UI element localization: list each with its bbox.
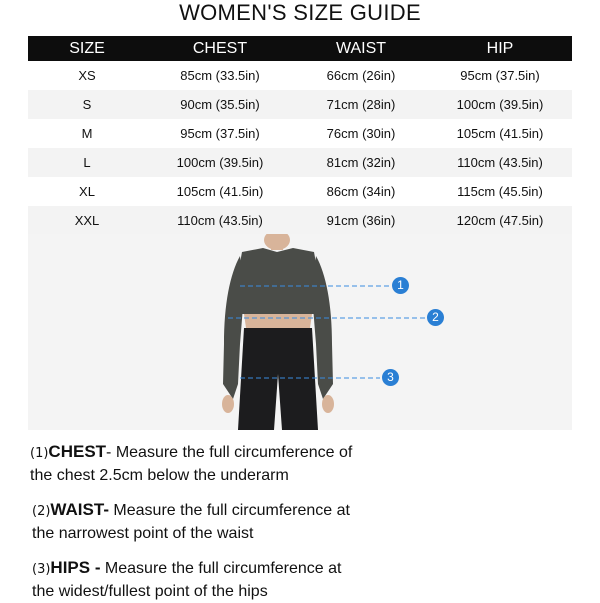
model-neck bbox=[271, 244, 283, 250]
leggings bbox=[238, 328, 318, 430]
chest-instruction-line1 bbox=[30, 441, 590, 465]
cell-waist: 66cm (26in) bbox=[326, 68, 396, 83]
header-hip: HIP bbox=[486, 40, 514, 57]
cell-waist: 71cm (28in) bbox=[326, 97, 396, 112]
cell-size: XXL bbox=[74, 213, 100, 228]
chest-keyword: CHEST bbox=[48, 442, 107, 461]
hips-instruction-line1 bbox=[32, 557, 592, 581]
left-hand bbox=[222, 395, 234, 413]
table-row bbox=[28, 148, 572, 177]
hips-number: (3) bbox=[32, 562, 51, 577]
waist-number: (2) bbox=[32, 504, 51, 519]
hips-text-1: Measure the full circumference at bbox=[100, 560, 342, 577]
cell-hip: 100cm (39.5in) bbox=[456, 97, 544, 112]
chest-number: (1) bbox=[30, 446, 49, 461]
midriff bbox=[244, 314, 312, 328]
waist-text-1: Measure the full circumference at bbox=[108, 502, 350, 519]
chest-instruction bbox=[30, 441, 590, 487]
crop-top bbox=[238, 248, 318, 314]
table-header bbox=[28, 36, 572, 61]
hips-instruction bbox=[32, 557, 592, 603]
cell-chest: 105cm (41.5in) bbox=[176, 184, 264, 199]
right-hand bbox=[322, 395, 334, 413]
cell-size: M bbox=[81, 126, 93, 141]
marker-3: 3 bbox=[382, 369, 399, 386]
cell-chest: 90cm (35.5in) bbox=[180, 97, 260, 112]
size-table bbox=[28, 36, 572, 235]
cell-waist: 76cm (30in) bbox=[326, 126, 396, 141]
model-illustration bbox=[28, 234, 572, 430]
cell-chest: 95cm (37.5in) bbox=[180, 126, 260, 141]
table-row bbox=[28, 61, 572, 90]
header-waist: WAIST bbox=[335, 40, 387, 57]
header-size: SIZE bbox=[69, 40, 105, 57]
cell-size: XL bbox=[79, 184, 95, 199]
chest-text-1: - Measure the full circumference of bbox=[106, 444, 353, 461]
cell-size: S bbox=[82, 97, 92, 112]
marker-2: 2 bbox=[427, 309, 444, 326]
table-row bbox=[28, 119, 572, 148]
marker-1: 1 bbox=[392, 277, 409, 294]
cell-hip: 95cm (37.5in) bbox=[460, 68, 540, 83]
cell-waist: 86cm (34in) bbox=[326, 184, 396, 199]
waist-keyword: WAIST- bbox=[50, 500, 109, 519]
chest-text-2: the chest 2.5cm below the underarm bbox=[30, 467, 289, 484]
header-chest: CHEST bbox=[192, 40, 248, 57]
waist-text-2: the narrowest point of the waist bbox=[32, 525, 254, 542]
table-row bbox=[28, 206, 572, 235]
waist-instruction-line1 bbox=[32, 499, 592, 523]
table-row bbox=[28, 90, 572, 119]
hips-keyword: HIPS - bbox=[50, 558, 101, 577]
page-title: WOMEN'S SIZE GUIDE bbox=[179, 0, 421, 25]
cell-waist: 91cm (36in) bbox=[326, 213, 396, 228]
cell-hip: 115cm (45.5in) bbox=[457, 184, 543, 199]
cell-size: XS bbox=[78, 68, 96, 83]
cell-chest: 110cm (43.5in) bbox=[177, 213, 263, 228]
cell-hip: 110cm (43.5in) bbox=[457, 155, 543, 170]
waist-instruction bbox=[32, 499, 592, 545]
table-row bbox=[28, 177, 572, 206]
cell-chest: 85cm (33.5in) bbox=[180, 68, 260, 83]
cell-size: L bbox=[83, 155, 91, 170]
cell-chest: 100cm (39.5in) bbox=[176, 155, 264, 170]
cell-hip: 105cm (41.5in) bbox=[456, 126, 544, 141]
hips-text-2: the widest/fullest point of the hips bbox=[32, 583, 268, 600]
cell-waist: 81cm (32in) bbox=[326, 155, 396, 170]
cell-hip: 120cm (47.5in) bbox=[456, 213, 544, 228]
model-figure bbox=[28, 234, 572, 430]
